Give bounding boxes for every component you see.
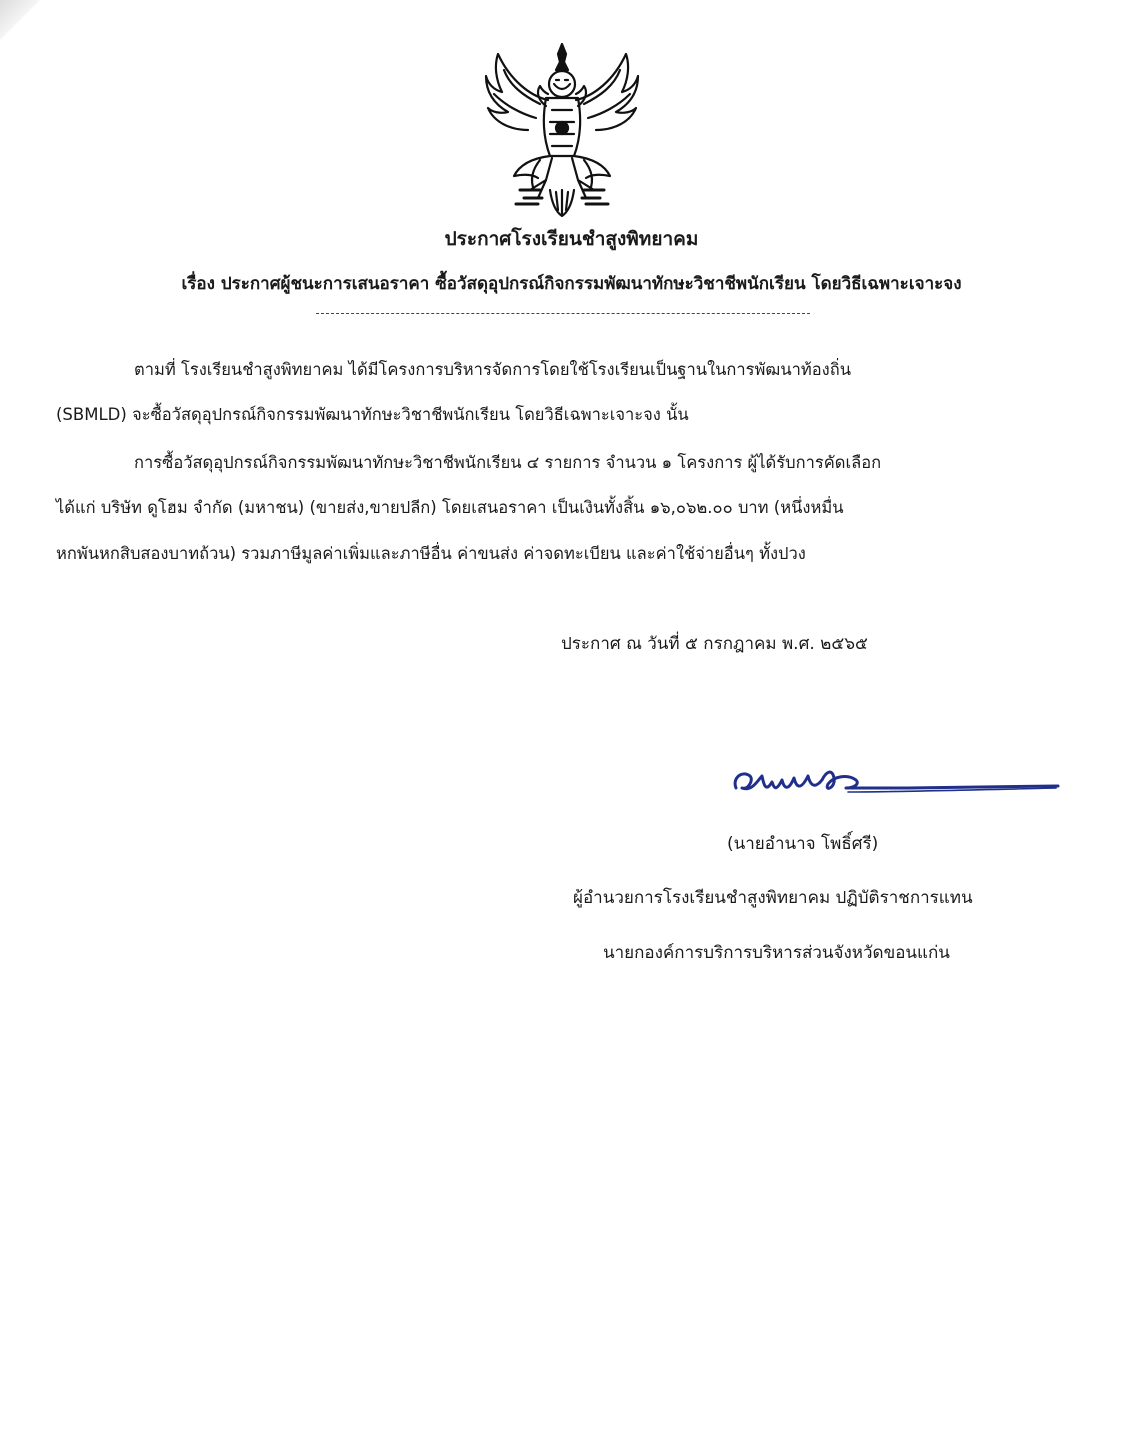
handwritten-signature-icon (728, 758, 1063, 806)
signatory-name: (นายอำนาจ โพธิ์ศรี) (727, 834, 879, 854)
paragraph2-line2: ได้แก่ บริษัท ดูโฮม จำกัด (มหาชน) (ขายส่ง,ขายปลีก) โดยเสนอราคา เป็นเงินทั้งสิ้น ๑๖,๐๖๒.๐๐ บาท (หนึ่งหมื่น (56, 498, 844, 517)
paragraph2-line3: หกพันหกสิบสองบาทถ้วน) รวมภาษีมูลค่าเพิ่มและภาษีอื่น ค่าขนส่ง ค่าจดทะเบียน และค่าใช้จ่ายอื่นๆ ทั้งปวง (56, 544, 806, 563)
paragraph1-line1: ตามที่ โรงเรียนชำสูงพิทยาคม ได้มีโครงการบริหารจัดการโดยใช้โรงเรียนเป็นฐานในการพัฒนาท้องถิ่น (134, 360, 851, 379)
announcement-title: ประกาศโรงเรียนชำสูงพิทยาคม (444, 228, 699, 250)
signatory-position-line1: ผู้อำนวยการโรงเรียนชำสูงพิทยาคม ปฏิบัติราชการแทน (573, 888, 973, 908)
paragraph1-line2: (SBMLD) จะซื้อวัสดุอุปกรณ์กิจกรรมพัฒนาทักษะวิชาชีพนักเรียน โดยวิธีเฉพาะเจาะจง นั้น (56, 405, 689, 424)
separator-line (316, 313, 810, 314)
paragraph2-line1: การซื้อวัสดุอุปกรณ์กิจกรรมพัฒนาทักษะวิชาชีพนักเรียน ๔ รายการ จำนวน ๑ โครงการ ผู้ได้รับการคัดเลือก (134, 453, 882, 472)
signatory-position-line2: นายกองค์การบริการบริหารส่วนจังหวัดขอนแก่น (603, 943, 950, 963)
garuda-emblem-icon (480, 40, 645, 220)
page-corner-fold (0, 0, 40, 40)
announcement-subject: เรื่อง ประกาศผู้ชนะการเสนอราคา ซื้อวัสดุอุปกรณ์กิจกรรมพัฒนาทักษะวิชาชีพนักเรียน โดยวิธีเฉพาะเจาะจง (181, 274, 962, 294)
announcement-date: ประกาศ ณ วันที่ ๕ กรกฎาคม พ.ศ. ๒๕๖๕ (561, 634, 868, 654)
